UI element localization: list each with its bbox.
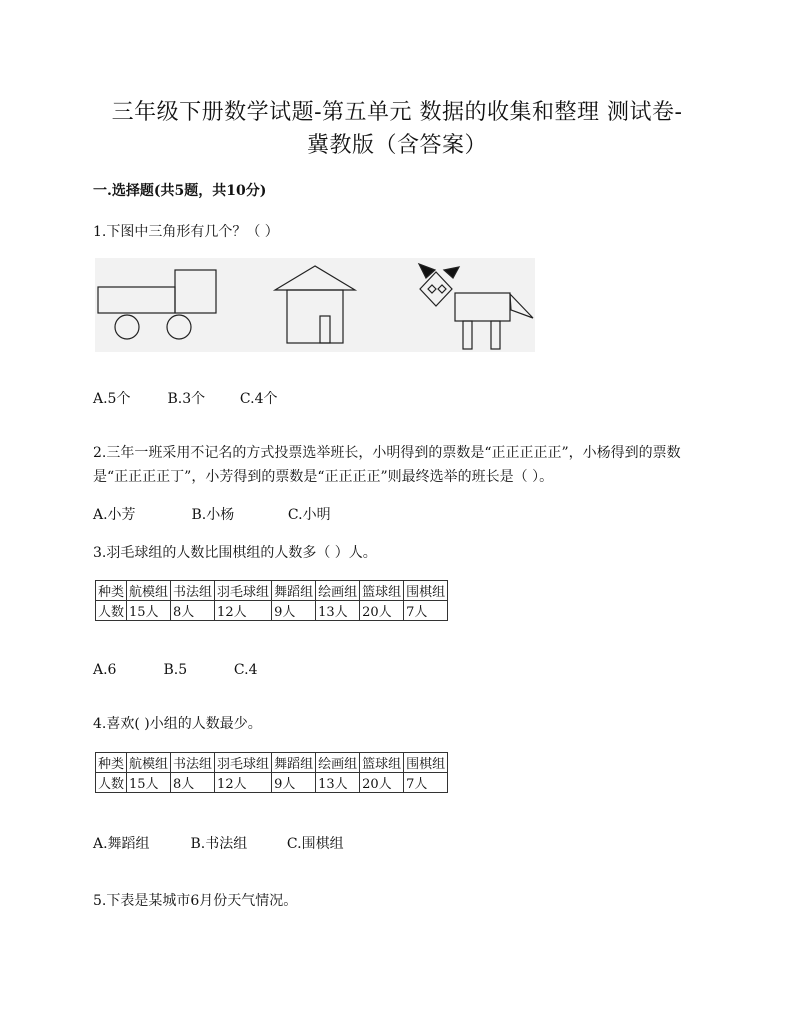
house-drawing [275, 266, 355, 343]
table-cell: 9人 [272, 773, 316, 793]
q3-option-b[interactable]: B.5 [163, 662, 188, 678]
table-header-row [96, 753, 448, 773]
question-4-options [93, 833, 344, 853]
table-cell: 种类 [96, 753, 127, 773]
question-1-figure [95, 258, 535, 352]
question-3-text: 3.羽毛球组的人数比围棋组的人数多（ ）人。 [93, 545, 377, 561]
animal-drawing [419, 264, 533, 349]
q2-option-b[interactable]: B.小杨 [191, 507, 235, 523]
table-cell: 绘画组 [316, 581, 360, 601]
table-cell: 15人 [127, 773, 171, 793]
question-1-options [93, 388, 277, 408]
question-5-text: 5.下表是某城市6月份天气情况。 [93, 893, 298, 909]
page-title-line2: 冀教版（含答案） [306, 133, 487, 158]
table-cell: 9人 [272, 601, 316, 621]
table-cell: 篮球组 [360, 581, 404, 601]
q1-option-c[interactable]: C.4个 [239, 391, 278, 407]
table-cell: 围棋组 [404, 581, 448, 601]
question-3-table [95, 580, 448, 621]
table-cell: 种类 [96, 581, 127, 601]
table-cell: 围棋组 [404, 753, 448, 773]
question-4-table [95, 752, 448, 793]
q4-option-b[interactable]: B.书法组 [190, 836, 248, 852]
table-cell: 羽毛球组 [215, 753, 272, 773]
q3-option-a[interactable]: A.6 [93, 662, 117, 678]
table-cell: 航模组 [127, 753, 171, 773]
q4-option-a[interactable]: A.舞蹈组 [93, 836, 150, 852]
table-header-row [96, 581, 448, 601]
q4-option-c[interactable]: C.围棋组 [286, 836, 344, 852]
table-cell: 人数 [96, 601, 127, 621]
table-cell: 20人 [360, 601, 404, 621]
q1-option-b[interactable]: B.3个 [167, 391, 206, 407]
table-cell: 12人 [215, 773, 272, 793]
table-cell: 绘画组 [316, 753, 360, 773]
table-cell: 12人 [215, 601, 272, 621]
question-3-options [93, 662, 257, 678]
question-2-text: 2.三年一班采用不记名的方式投票选举班长，小明得到的票数是“正正正正正”，小杨得到的票数是“正正正正丁”，小芳得到的票数是“正正正正”则最终选举的班长是（ ）。 [93, 445, 681, 485]
table-cell: 8人 [171, 773, 215, 793]
table-cell: 13人 [316, 773, 360, 793]
truck-drawing [98, 270, 216, 339]
q3-option-c[interactable]: C.4 [233, 662, 258, 678]
table-cell: 舞蹈组 [272, 753, 316, 773]
question-1-text: 1.下图中三角形有几个？（ ） [93, 224, 279, 240]
table-cell: 篮球组 [360, 753, 404, 773]
q1-option-a[interactable]: A.5个 [93, 391, 131, 407]
table-cell: 羽毛球组 [215, 581, 272, 601]
table-cell: 人数 [96, 773, 127, 793]
table-cell: 13人 [316, 601, 360, 621]
table-cell: 8人 [171, 601, 215, 621]
table-cell: 7人 [404, 773, 448, 793]
table-cell: 7人 [404, 601, 448, 621]
q2-option-c[interactable]: C.小明 [287, 507, 331, 523]
table-cell: 20人 [360, 773, 404, 793]
table-cell: 书法组 [171, 753, 215, 773]
page-title-line1: 三年级下册数学试题-第五单元 数据的收集和整理 测试卷- [111, 100, 683, 125]
table-cell: 舞蹈组 [272, 581, 316, 601]
table-cell: 书法组 [171, 581, 215, 601]
section-heading: 一.选择题(共5题，共10分) [93, 183, 267, 199]
question-4-text: 4.喜欢( )小组的人数最少。 [93, 716, 262, 732]
question-2-options [93, 504, 331, 524]
table-cell: 15人 [127, 601, 171, 621]
table-row [96, 601, 448, 621]
shapes-illustration [95, 258, 535, 352]
table-row [96, 773, 448, 793]
q2-option-a[interactable]: A.小芳 [93, 507, 136, 523]
table-cell: 航模组 [127, 581, 171, 601]
